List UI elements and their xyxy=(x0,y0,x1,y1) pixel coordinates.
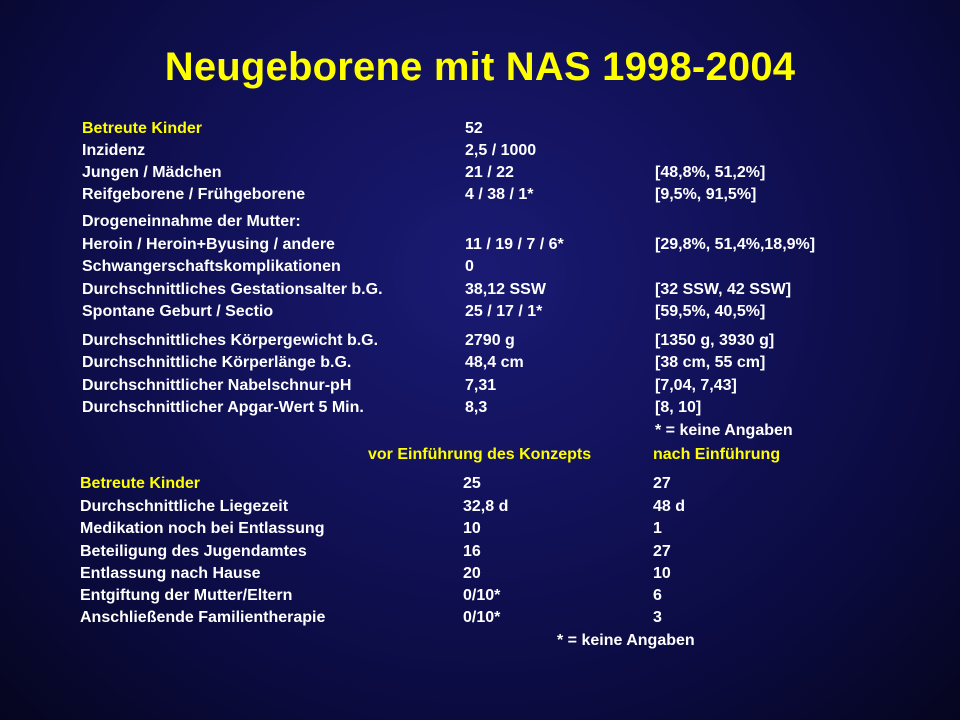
column-header-after: nach Einführung xyxy=(653,446,781,463)
slide-title: Neugeborene mit NAS 1998-2004 xyxy=(164,45,796,89)
summary-row-range: [59,5%, 40,5%] xyxy=(655,303,766,320)
comparison-row-before: 32,8 d xyxy=(463,498,509,515)
comparison-row-after: 10 xyxy=(653,565,671,582)
summary-row-label: Drogeneinnahme der Mutter: xyxy=(82,213,301,230)
comparison-row-label: Entgiftung der Mutter/Eltern xyxy=(80,587,293,604)
summary-row-range: [9,5%, 91,5%] xyxy=(655,186,757,203)
summary-row-label: Heroin / Heroin+Byusing / andere xyxy=(82,236,335,253)
summary-row-value: 48,4 cm xyxy=(465,354,524,371)
summary-row-value: 0 xyxy=(465,258,474,275)
comparison-row-label: Durchschnittliche Liegezeit xyxy=(80,498,289,515)
comparison-row-before: 0/10* xyxy=(463,609,501,626)
footnote: * = keine Angaben xyxy=(655,422,793,439)
comparison-row-label: Anschließende Familientherapie xyxy=(80,609,326,626)
comparison-row-before: 0/10* xyxy=(463,587,501,604)
summary-row-range: [1350 g, 3930 g] xyxy=(655,332,775,349)
summary-row-value: 4 / 38 / 1* xyxy=(465,186,534,203)
column-header-before: vor Einführung des Konzepts xyxy=(368,446,592,463)
summary-row-label: Inzidenz xyxy=(82,142,146,159)
summary-row-label: Durchschnittliche Körperlänge b.G. xyxy=(82,354,352,371)
summary-row-value: 25 / 17 / 1* xyxy=(465,303,543,320)
comparison-row-after: 6 xyxy=(653,587,662,604)
summary-row-range: [48,8%, 51,2%] xyxy=(655,164,766,181)
footnote: * = keine Angaben xyxy=(557,632,695,649)
comparison-row-before: 16 xyxy=(463,543,481,560)
summary-row-range: [38 cm, 55 cm] xyxy=(655,354,766,371)
summary-row-value: 52 xyxy=(465,120,483,137)
summary-row-label: Durchschnittliches Körpergewicht b.G. xyxy=(82,332,379,349)
summary-row-value: 8,3 xyxy=(465,399,488,416)
summary-row-value: 2,5 / 1000 xyxy=(465,142,537,159)
summary-row-value: 7,31 xyxy=(465,377,497,394)
summary-row-label: Betreute Kinder xyxy=(82,120,203,137)
comparison-row-label: Medikation noch bei Entlassung xyxy=(80,520,325,537)
comparison-row-label: Entlassung nach Hause xyxy=(80,565,261,582)
comparison-row-before: 10 xyxy=(463,520,481,537)
summary-row-value: 38,12 SSW xyxy=(465,281,546,298)
comparison-row-label: Betreute Kinder xyxy=(80,475,201,492)
summary-row-label: Reifgeborene / Frühgeborene xyxy=(82,186,306,203)
summary-row-value: 2790 g xyxy=(465,332,515,349)
summary-row-value: 11 / 19 / 7 / 6* xyxy=(465,236,564,253)
summary-row-value: 21 / 22 xyxy=(465,164,514,181)
summary-row-range: [29,8%, 51,4%,18,9%] xyxy=(655,236,816,253)
summary-row-range: [8, 10] xyxy=(655,399,702,416)
comparison-row-after: 27 xyxy=(653,543,671,560)
comparison-row-after: 48 d xyxy=(653,498,686,515)
summary-row-range: [32 SSW, 42 SSW] xyxy=(655,281,792,298)
summary-row-label: Jungen / Mädchen xyxy=(82,164,222,181)
summary-row-label: Durchschnittliches Gestationsalter b.G. xyxy=(82,281,383,298)
comparison-row-before: 20 xyxy=(463,565,481,582)
comparison-row-after: 3 xyxy=(653,609,662,626)
summary-row-range: [7,04, 7,43] xyxy=(655,377,737,394)
comparison-row-after: 1 xyxy=(653,520,662,537)
comparison-row-label: Beteiligung des Jugendamtes xyxy=(80,543,307,560)
summary-row-label: Schwangerschaftskomplikationen xyxy=(82,258,341,275)
comparison-row-before: 25 xyxy=(463,475,481,492)
summary-row-label: Durchschnittlicher Apgar-Wert 5 Min. xyxy=(82,399,364,416)
comparison-row-after: 27 xyxy=(653,475,671,492)
summary-row-label: Spontane Geburt / Sectio xyxy=(82,303,274,320)
summary-row-label: Durchschnittlicher Nabelschnur-pH xyxy=(82,377,352,394)
